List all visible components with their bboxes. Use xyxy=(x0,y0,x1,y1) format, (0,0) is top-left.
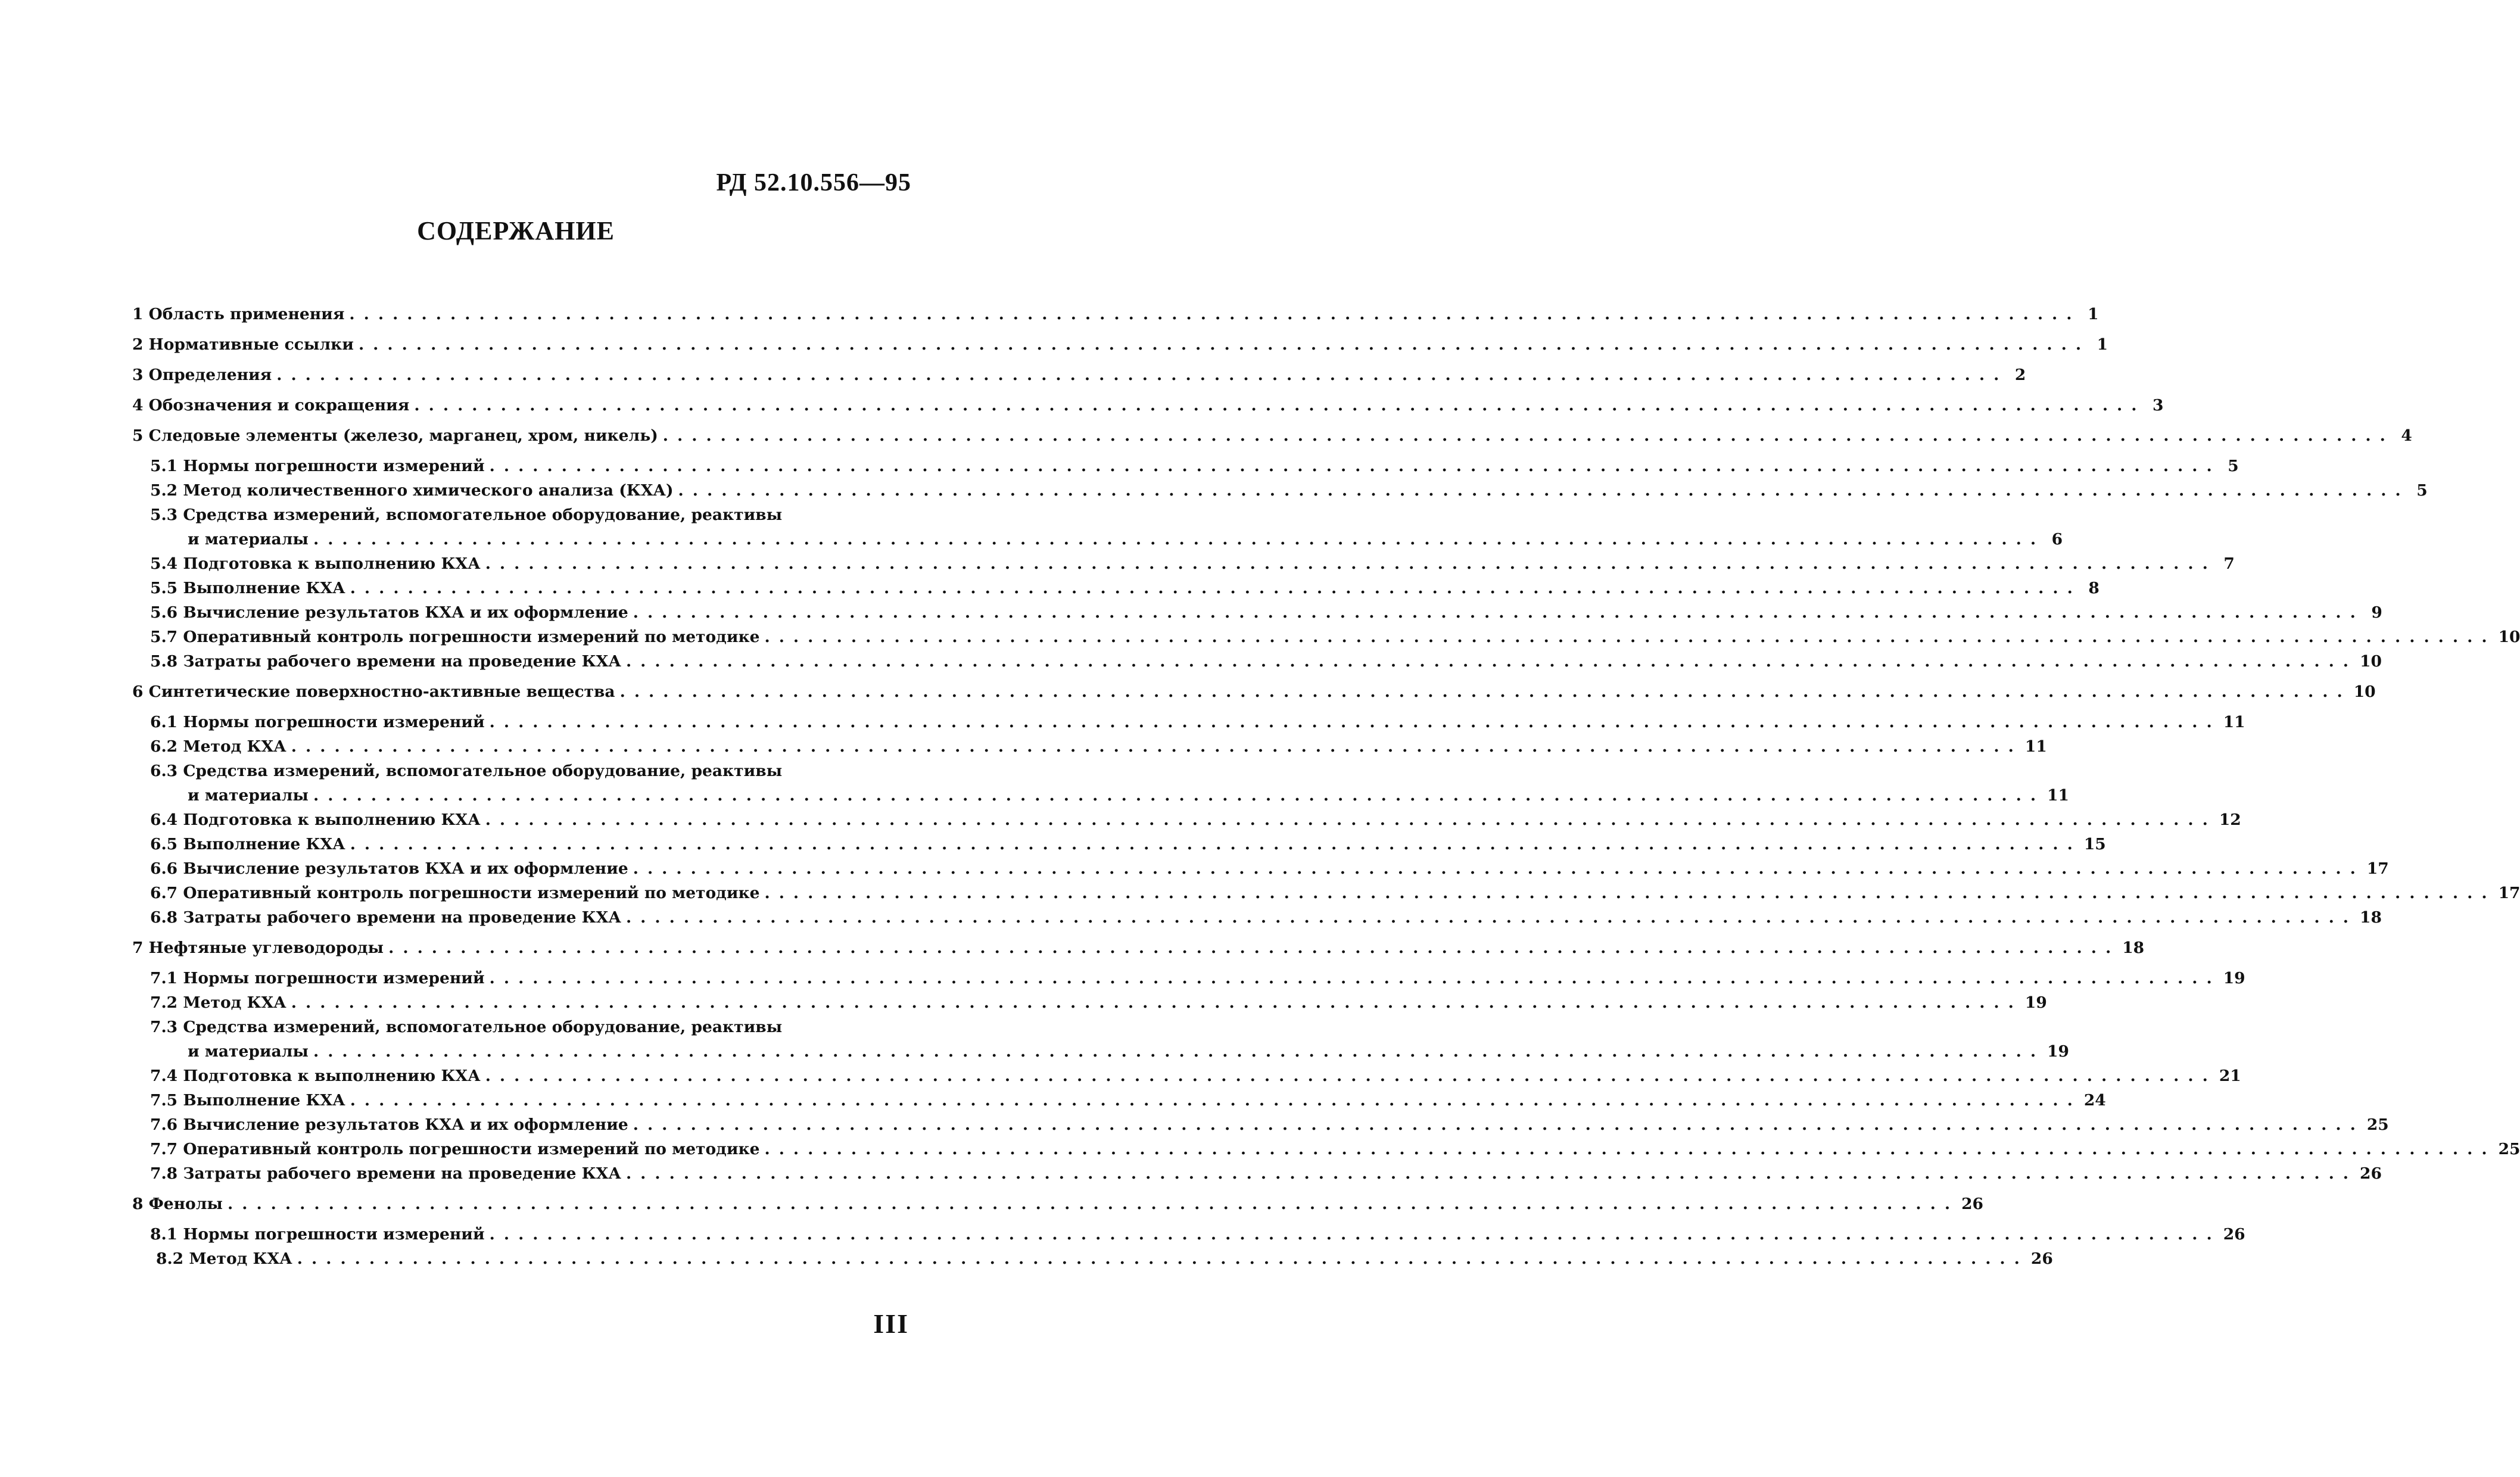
toc-entry xyxy=(132,301,2099,325)
toc-dot-leader: ........................................................................................................................ xyxy=(625,1164,2358,1183)
toc-entry-label: 5.2 Метод количественного химического анализа (КХА) xyxy=(150,481,674,500)
toc-entry xyxy=(150,831,2106,855)
toc-dot-leader: ........................................................................................................................ xyxy=(489,1225,2221,1244)
toc-entry-page: 6 xyxy=(2051,530,2063,549)
toc-entry xyxy=(188,526,2063,550)
toc-entry-label: 5.4 Подготовка к выполнению КХА xyxy=(150,554,481,573)
toc-entry-label: 8.2 Метод КХА xyxy=(156,1249,292,1268)
toc-entry-label: 7.6 Вычисление результатов КХА и их оформление xyxy=(150,1115,628,1134)
toc-entry xyxy=(150,1014,911,1037)
toc-entry-label: 6.6 Вычисление результатов КХА и их оформление xyxy=(150,859,628,878)
toc-dot-leader: ........................................................................................................................ xyxy=(764,628,2496,646)
toc-entry xyxy=(150,989,2047,1013)
toc-dot-leader: ........................................................................................................................ xyxy=(633,603,2365,622)
toc-entry-label: 7.5 Выполнение КХА xyxy=(150,1091,345,1110)
toc-dot-leader: ........................................................................................................................ xyxy=(485,554,2217,573)
toc-dot-leader: ........................................................................................................................ xyxy=(313,1042,2045,1061)
toc-entry-page: 5 xyxy=(2228,457,2239,475)
toc-entry xyxy=(132,362,2026,385)
toc-entry-page: 10 xyxy=(2360,652,2382,671)
toc-dot-leader: ........................................................................................................................ xyxy=(625,652,2358,671)
toc-entry xyxy=(132,392,2164,416)
toc-dot-leader: ........................................................................................................................ xyxy=(414,396,2146,415)
toc-entry-label: 5.5 Выполнение КХА xyxy=(150,579,345,597)
toc-entry-page: 11 xyxy=(2223,713,2245,731)
toc-entry xyxy=(132,331,2108,355)
toc-entry xyxy=(150,1221,2245,1245)
toc-entry-page: 3 xyxy=(2153,396,2164,415)
toc-dot-leader: ........................................................................................................................ xyxy=(358,335,2091,354)
toc-entry-label: 5.6 Вычисление результатов КХА и их оформление xyxy=(150,603,628,622)
toc-dot-leader: ........................................................................................................................ xyxy=(388,939,2120,957)
toc-dot-leader: ........................................................................................................................ xyxy=(291,993,2023,1012)
toc-entry-label: 6.4 Подготовка к выполнению КХА xyxy=(150,811,481,829)
toc-entry xyxy=(150,709,2245,733)
toc-dot-leader: ........................................................................................................................ xyxy=(228,1195,1960,1213)
toc-entry-page: 25 xyxy=(2498,1140,2520,1158)
toc-entry-label: 8.1 Нормы погрешности измерений xyxy=(150,1225,485,1244)
toc-entry xyxy=(150,575,2100,599)
toc-entry xyxy=(150,965,2245,989)
toc-dot-leader: ........................................................................................................................ xyxy=(313,786,2045,805)
toc-entry xyxy=(150,758,911,781)
toc-entry-page: 11 xyxy=(2024,737,2047,756)
toc-dot-leader: ........................................................................................................................ xyxy=(764,1140,2496,1158)
toc-dot-leader: ........................................................................................................................ xyxy=(662,426,2394,445)
toc-entry-label: 7.3 Средства измерений, вспомогательное оборудование, реактивы xyxy=(150,1018,783,1036)
toc-dot-leader: ........................................................................................................................ xyxy=(489,969,2221,987)
toc-entry xyxy=(188,1038,2069,1062)
toc-dot-leader: ........................................................................................................................ xyxy=(313,530,2045,549)
toc-entry-label: 7.2 Метод КХА xyxy=(150,993,286,1012)
toc-entry-page: 26 xyxy=(1961,1195,1983,1213)
toc-entry xyxy=(132,678,2376,702)
document-code: РД 52.10.556—95 xyxy=(716,169,911,197)
toc-entry-page: 1 xyxy=(2088,305,2099,323)
toc-entry-label: 6.8 Затраты рабочего времени на проведение КХА xyxy=(150,908,621,927)
toc-entry-label: 8 Фенолы xyxy=(132,1195,223,1213)
toc-entry-label: 6.2 Метод КХА xyxy=(150,737,286,756)
toc-entry xyxy=(150,1062,2241,1086)
toc-entry-label: 7.8 Затраты рабочего времени на проведение КХА xyxy=(150,1164,621,1183)
toc-dot-leader: ........................................................................................................................ xyxy=(489,457,2221,475)
toc-entry-page: 19 xyxy=(2047,1042,2069,1061)
toc-entry-page: 10 xyxy=(2353,683,2376,701)
toc-entry xyxy=(150,1136,2520,1160)
toc-entry-page: 7 xyxy=(2223,554,2235,573)
toc-entry-label: 7.1 Нормы погрешности измерений xyxy=(150,969,485,987)
toc-entry-page: 17 xyxy=(2366,859,2389,878)
toc-entry xyxy=(150,648,2382,672)
toc-entry xyxy=(150,1087,2106,1111)
toc-entry-label: 5.3 Средства измерений, вспомогательное оборудование, реактивы xyxy=(150,506,783,524)
toc-entry-page: 26 xyxy=(2223,1225,2245,1244)
toc-entry-label: и материалы xyxy=(188,786,309,805)
toc-entry xyxy=(150,624,2520,647)
toc-entry-page: 17 xyxy=(2498,884,2520,902)
toc-dot-leader: ........................................................................................................................ xyxy=(350,1091,2082,1110)
toc-entry xyxy=(150,855,2389,879)
toc-entry-label: 1 Область применения xyxy=(132,305,345,323)
toc-dot-leader: ........................................................................................................................ xyxy=(350,835,2082,853)
toc-entry-label: 7.4 Подготовка к выполнению КХА xyxy=(150,1067,481,1085)
toc-entry-label: 4 Обозначения и сокращения xyxy=(132,396,410,415)
toc-entry-page: 2 xyxy=(2014,366,2026,384)
toc-entry xyxy=(150,1111,2389,1135)
toc-entry xyxy=(150,733,2047,757)
toc-entry xyxy=(150,501,911,525)
toc-dot-leader: ........................................................................................................................ xyxy=(291,737,2023,756)
toc-entry xyxy=(188,782,2069,806)
toc-entry xyxy=(150,904,2382,928)
toc-entry-label: 3 Определения xyxy=(132,366,272,384)
toc-dot-leader: ........................................................................................................................ xyxy=(678,481,2410,500)
toc-entry xyxy=(132,1191,1983,1214)
toc-entry xyxy=(150,477,2428,501)
toc-dot-leader: ........................................................................................................................ xyxy=(297,1249,2029,1268)
toc-entry-label: и материалы xyxy=(188,530,309,549)
toc-dot-leader: ........................................................................................................................ xyxy=(625,908,2358,927)
toc-dot-leader: ........................................................................................................................ xyxy=(764,884,2496,902)
toc-dot-leader: ........................................................................................................................ xyxy=(349,305,2081,323)
toc-entry-label: 6.7 Оперативный контроль погрешности измерений по методике xyxy=(150,884,760,902)
toc-entry xyxy=(150,599,2382,623)
toc-entry xyxy=(150,806,2241,830)
toc-entry-label: 2 Нормативные ссылки xyxy=(132,335,354,354)
toc-entry-page: 26 xyxy=(2360,1164,2382,1183)
toc-entry-page: 19 xyxy=(2024,993,2047,1012)
toc-entry-page: 18 xyxy=(2122,939,2145,957)
toc-entry-label: 6 Синтетические поверхностно-активные вещества xyxy=(132,683,615,701)
toc-entry-label: 6.1 Нормы погрешности измерений xyxy=(150,713,485,731)
toc-entry-label: и материалы xyxy=(188,1042,309,1061)
toc-entry-label: 7 Нефтяные углеводороды xyxy=(132,939,384,957)
toc-entry-page: 15 xyxy=(2083,835,2106,853)
toc-entry-page: 11 xyxy=(2047,786,2069,805)
toc-entry-label: 6.3 Средства измерений, вспомогательное оборудование, реактивы xyxy=(150,762,783,780)
toc-entry-page: 12 xyxy=(2219,811,2241,829)
toc-entry-page: 18 xyxy=(2360,908,2382,927)
toc-dot-leader: ........................................................................................................................ xyxy=(276,366,2008,384)
toc-entry-page: 19 xyxy=(2223,969,2245,987)
toc-dot-leader: ........................................................................................................................ xyxy=(633,859,2365,878)
toc-entry xyxy=(150,1160,2382,1184)
toc-entry-label: 6.5 Выполнение КХА xyxy=(150,835,345,853)
toc-dot-leader: ........................................................................................................................ xyxy=(485,1067,2217,1085)
toc-entry-page: 10 xyxy=(2498,628,2520,646)
toc-entry-label: 7.7 Оперативный контроль погрешности измерений по методике xyxy=(150,1140,760,1158)
toc-dot-leader: ........................................................................................................................ xyxy=(619,683,2351,701)
toc-entry xyxy=(132,934,2145,958)
toc-entry xyxy=(150,453,2239,476)
toc-dot-leader: ........................................................................................................................ xyxy=(489,713,2221,731)
toc-entry-page: 9 xyxy=(2371,603,2382,622)
toc-entry-label: 5.1 Нормы погрешности измерений xyxy=(150,457,485,475)
toc-entry xyxy=(150,550,2235,574)
toc-entry-page: 1 xyxy=(2097,335,2108,354)
toc-title-text: СОДЕРЖАНИЕ xyxy=(417,216,615,245)
toc-entry xyxy=(150,880,2520,903)
toc-dot-leader: ........................................................................................................................ xyxy=(633,1115,2365,1134)
toc-entry-page: 5 xyxy=(2416,481,2428,500)
toc-dot-leader: ........................................................................................................................ xyxy=(485,811,2217,829)
toc-dot-leader: ........................................................................................................................ xyxy=(350,579,2082,597)
toc-entry-page: 8 xyxy=(2088,579,2100,597)
toc-entry xyxy=(132,422,2412,446)
page-folio: III xyxy=(873,1308,909,1339)
toc-entry-page: 4 xyxy=(2401,426,2412,445)
toc-entry-page: 21 xyxy=(2219,1067,2241,1085)
toc-entry-label: 5.8 Затраты рабочего времени на проведение КХА xyxy=(150,652,621,671)
toc-entry-label: 5.7 Оперативный контроль погрешности измерений по методике xyxy=(150,628,760,646)
toc-entry-label: 5 Следовые элементы (железо, марганец, хром, никель) xyxy=(132,426,658,445)
toc-entry-page: 25 xyxy=(2366,1115,2389,1134)
toc-entry xyxy=(156,1245,2053,1269)
toc-entry-page: 26 xyxy=(2030,1249,2053,1268)
toc-entry-page: 24 xyxy=(2083,1091,2106,1110)
